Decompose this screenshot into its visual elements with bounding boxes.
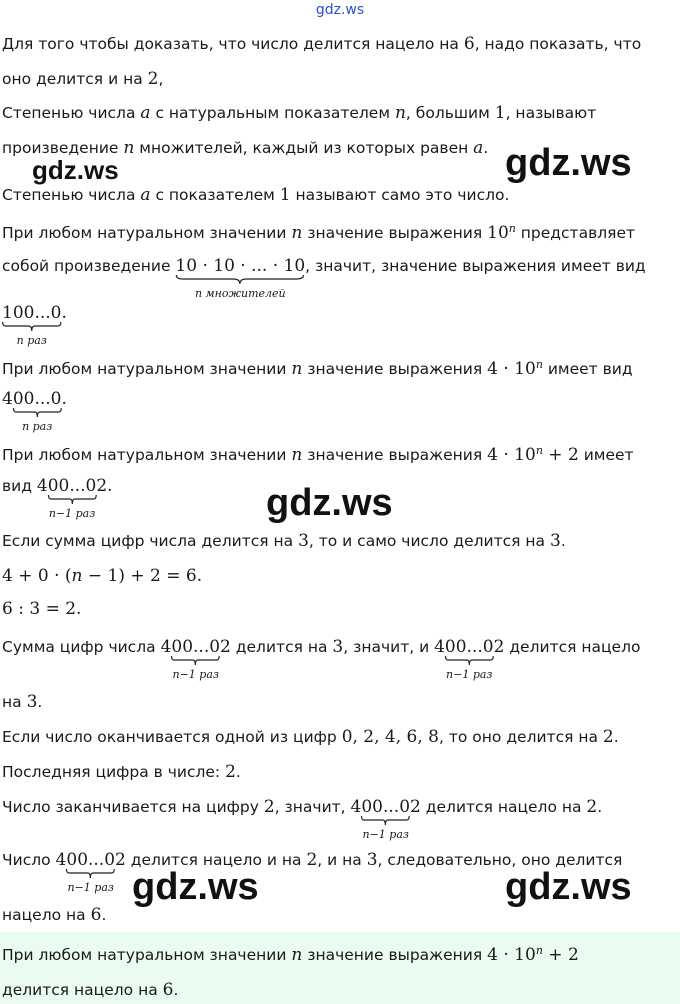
text: на xyxy=(2,693,27,711)
math: 4 xyxy=(350,797,362,817)
watermark: gdz.ws xyxy=(32,155,119,185)
math: 6 xyxy=(162,980,174,1000)
text: , называют xyxy=(505,104,597,122)
text: Число заканчивается на цифру xyxy=(2,798,264,816)
text: делится нацело и на xyxy=(125,851,307,869)
math: 6 xyxy=(90,905,102,925)
text: . xyxy=(560,532,566,550)
underbrace-label: n раз xyxy=(22,420,53,433)
underbrace xyxy=(361,816,410,825)
paragraph-line xyxy=(2,303,67,347)
text: представляет xyxy=(515,224,636,243)
text: нацело на xyxy=(2,906,91,924)
paragraph-line xyxy=(2,637,641,681)
text: имеет вид xyxy=(542,360,633,379)
paragraph-line xyxy=(2,69,163,89)
underbrace-label: n−1 раз xyxy=(362,828,409,841)
math: a xyxy=(140,103,151,123)
underbrace-group xyxy=(2,303,62,347)
math: 3 xyxy=(549,531,561,551)
math: 2 xyxy=(263,797,275,817)
math: 4 + 0 · ( xyxy=(2,566,72,586)
underbrace-group xyxy=(47,476,97,520)
math: 3 xyxy=(298,531,309,551)
math: 3 xyxy=(366,850,378,870)
text: . xyxy=(173,981,179,999)
text: . xyxy=(483,139,489,157)
underbrace-group xyxy=(12,389,62,433)
paragraph-line xyxy=(2,599,81,619)
underbrace-label: n раз xyxy=(16,334,47,347)
text: Если число оканчивается одной из цифр xyxy=(2,728,342,746)
math: 2 xyxy=(225,762,236,782)
math: 3 xyxy=(332,637,344,657)
underbrace-label: n−1 раз xyxy=(172,668,219,681)
paragraph-line xyxy=(2,531,566,551)
math: 4 xyxy=(55,850,67,870)
math-exponent: n xyxy=(508,222,516,235)
paragraph-line xyxy=(2,219,635,243)
text: с натуральным показателем xyxy=(150,104,395,122)
text: . xyxy=(613,728,619,746)
math: − 1) + 2 = 6. xyxy=(82,566,203,586)
math: 2 xyxy=(220,637,231,657)
underbrace xyxy=(445,656,494,665)
underbrace-label: n−1 раз xyxy=(446,668,493,681)
text: Сумма цифр числа xyxy=(2,638,161,656)
text: Степенью числа xyxy=(2,186,141,204)
text: произведение xyxy=(2,139,124,157)
text: . xyxy=(37,693,43,711)
paragraph-line xyxy=(2,727,619,747)
underbrace xyxy=(2,322,61,331)
math: 4 · 10 xyxy=(487,359,536,380)
text: При любом натуральном значении xyxy=(2,224,292,243)
text: , значит, и xyxy=(343,638,435,656)
text: с показателем xyxy=(150,186,280,204)
watermark: gdz.ws xyxy=(266,482,393,524)
math: 6 : 3 = 2. xyxy=(2,599,82,619)
text: делится нацело на xyxy=(2,981,163,999)
paragraph-line xyxy=(2,441,634,465)
math: 10 xyxy=(487,223,509,244)
text: При любом натуральном значении xyxy=(2,446,292,465)
paragraph-line xyxy=(2,34,641,54)
math: + 2 xyxy=(542,445,579,466)
math: 2 xyxy=(115,850,126,870)
text: , надо показать, что xyxy=(474,35,642,53)
math: 2 xyxy=(410,797,421,817)
paragraph-line xyxy=(2,905,106,925)
math: 0, 2, 4, 6, 8 xyxy=(341,727,439,747)
text: Число xyxy=(2,851,56,869)
text: , то оно делится на xyxy=(439,728,603,746)
math: 4 xyxy=(434,637,445,657)
underbrace xyxy=(13,408,62,417)
text: вид xyxy=(2,477,37,495)
math: 10 · 10 · ... · 10 xyxy=(175,256,306,276)
math: n xyxy=(291,223,303,244)
math: 2. xyxy=(96,476,113,496)
text: , следовательно, оно делится xyxy=(377,851,623,869)
paragraph-line xyxy=(2,566,202,586)
text: При любом натуральном значении xyxy=(2,946,292,965)
conclusion-line xyxy=(2,980,178,1000)
math: n xyxy=(71,566,83,586)
math: 4 · 10 xyxy=(487,445,536,466)
watermark: gdz.ws xyxy=(132,866,259,908)
underbrace-label: n−1 раз xyxy=(48,507,96,520)
text: , значит, значение выражения имеет вид xyxy=(305,257,646,275)
math: n xyxy=(291,359,303,380)
math: 00...0 xyxy=(66,850,116,870)
paragraph-line xyxy=(2,355,633,379)
math-exponent: n xyxy=(535,944,543,957)
underbrace xyxy=(175,275,305,284)
math: 2 xyxy=(147,69,159,89)
conclusion-line xyxy=(2,941,579,965)
underbrace-label: n−1 раз xyxy=(67,881,114,894)
paragraph-line xyxy=(2,185,509,205)
text: Для того чтобы доказать, что число делится нацело на xyxy=(2,35,464,53)
math: 4 xyxy=(160,637,172,657)
underbrace xyxy=(48,495,97,504)
math: 00...0 xyxy=(171,637,221,657)
math: 4 · 10 xyxy=(487,945,536,966)
paragraph-line xyxy=(2,762,241,782)
underbrace-group xyxy=(171,637,221,681)
underbrace xyxy=(171,656,220,665)
text: называют само это число. xyxy=(290,186,510,204)
text: делится на xyxy=(230,638,333,656)
text: При любом натуральном значении xyxy=(2,360,292,379)
watermark: gdz.ws xyxy=(505,866,632,908)
math-exponent: n xyxy=(535,444,543,457)
text: Если сумма цифр числа делится на xyxy=(2,532,299,550)
text: собой произведение xyxy=(2,257,176,275)
math: 00...0 xyxy=(361,797,411,817)
underbrace-label: n множителей xyxy=(194,287,286,300)
math: . xyxy=(61,389,67,409)
math: 100...0 xyxy=(2,303,62,323)
math: 00...0 xyxy=(444,637,494,657)
math: + 2 xyxy=(542,945,579,966)
math: 00...0 xyxy=(47,476,97,496)
text: , то и само число делится на xyxy=(308,532,550,550)
text: множителей, каждый из которых равен xyxy=(134,139,474,157)
math: 2 xyxy=(493,637,505,657)
text: делится нацело на xyxy=(420,798,587,816)
watermark: gdz.ws xyxy=(505,142,632,184)
text: значение выражения xyxy=(302,946,488,965)
math: 2 xyxy=(306,850,318,870)
text: значение выражения xyxy=(302,446,488,465)
paragraph-line xyxy=(2,103,596,123)
underbrace-group xyxy=(444,637,494,681)
math: a xyxy=(473,138,484,158)
text: Степенью числа xyxy=(2,104,141,122)
math: n xyxy=(394,103,406,123)
paragraph-line xyxy=(2,692,42,712)
text: , и на xyxy=(317,851,367,869)
underbrace-group xyxy=(361,797,411,841)
math: 6 xyxy=(463,34,475,54)
text: . xyxy=(101,906,107,924)
math: n xyxy=(291,445,303,466)
math: 4 xyxy=(2,389,13,409)
text: . xyxy=(235,763,241,781)
math: 2 xyxy=(586,797,598,817)
math: n xyxy=(291,945,303,966)
paragraph-line xyxy=(2,256,646,300)
text: значение выражения xyxy=(302,360,488,379)
paragraph-line xyxy=(2,797,603,841)
text: имеет xyxy=(578,446,634,465)
text: , значит, xyxy=(274,798,351,816)
text: , большим xyxy=(405,104,495,122)
math: 00...0 xyxy=(12,389,62,409)
math: n xyxy=(123,138,135,158)
underbrace xyxy=(66,869,115,878)
math: . xyxy=(61,303,67,323)
math: 2 xyxy=(602,727,614,747)
text: делится нацело xyxy=(504,638,641,656)
paragraph-line xyxy=(2,476,113,520)
text: оно делится и на xyxy=(2,70,148,88)
math: a xyxy=(140,185,151,205)
text: значение выражения xyxy=(302,224,488,243)
text: Последняя цифра в числе: xyxy=(2,763,226,781)
math: 1 xyxy=(279,185,291,205)
underbrace-group xyxy=(66,850,116,894)
math-exponent: n xyxy=(535,358,543,371)
text: . xyxy=(597,798,603,816)
math: 1 xyxy=(494,103,506,123)
math: 4 xyxy=(36,476,48,496)
text: , xyxy=(158,70,164,88)
math: 3 xyxy=(26,692,38,712)
site-header[interactable]: gdz.ws xyxy=(315,2,365,18)
paragraph-line xyxy=(2,389,67,433)
underbrace-group xyxy=(175,256,306,300)
